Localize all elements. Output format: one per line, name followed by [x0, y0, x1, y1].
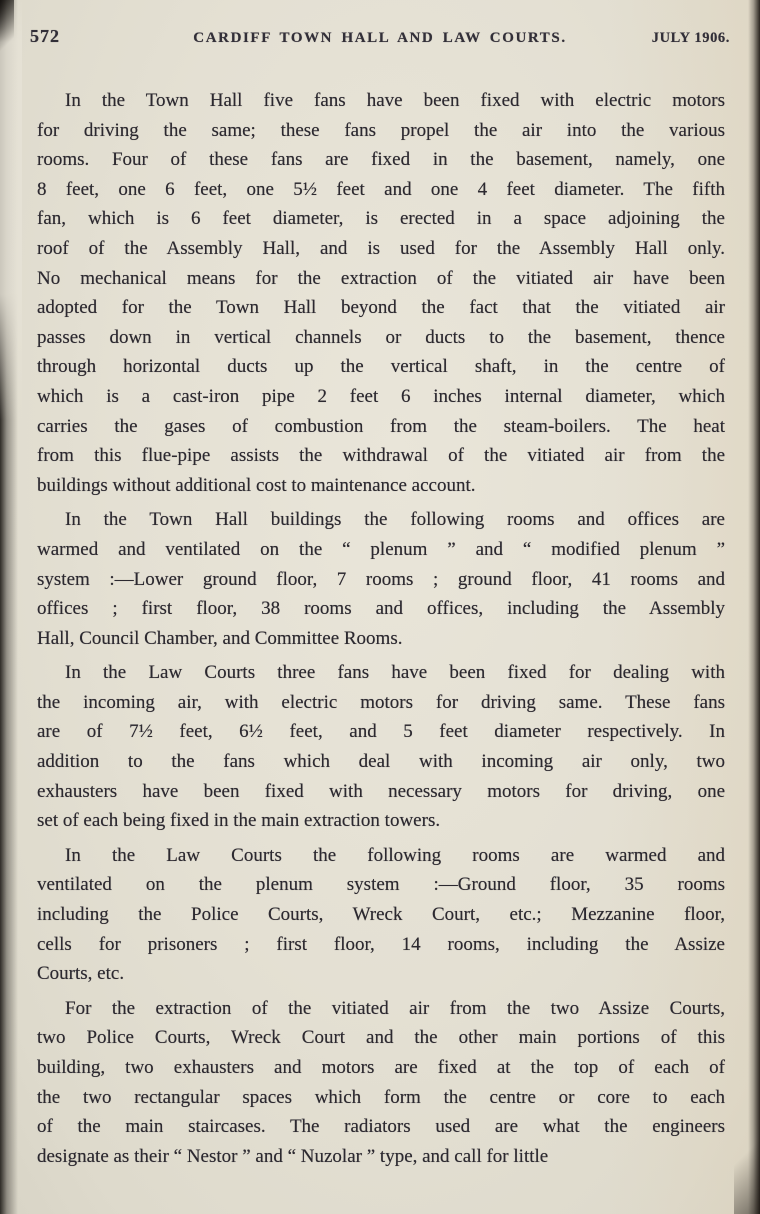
text-line: 8 feet, one 6 feet, one 5½ feet and one 4 feet diameter. The fifth [37, 178, 725, 200]
text-line: In the Law Courts three fans have been fixed for dealing with [65, 662, 725, 684]
running-title: CARDIFF TOWN HALL AND LAW COURTS. [193, 30, 567, 46]
text-line: are of 7½ feet, 6½ feet, and 5 feet diameter respectively. In [37, 721, 725, 743]
paragraph [37, 994, 725, 1172]
text-line: rooms. Four of these fans are fixed in the basement, namely, one [37, 149, 725, 171]
text-line: In the Law Courts the following rooms are warmed and [65, 844, 725, 866]
paragraph [37, 658, 725, 836]
paragraph [37, 841, 725, 989]
text-line: set of each being fixed in the main extraction towers. [37, 810, 441, 832]
text-line: system :—Lower ground floor, 7 rooms ; ground floor, 41 rooms and [37, 568, 725, 590]
text-line: buildings without additional cost to maintenance account. [37, 474, 476, 496]
text-line: building, two exhausters and motors are fixed at the top of each of [37, 1057, 725, 1078]
text-line: Hall, Council Chamber, and Committee Rooms. [37, 627, 403, 649]
text-line: which is a cast-iron pipe 2 feet 6 inches internal diameter, which [37, 385, 725, 407]
paragraph [37, 505, 725, 653]
text-line: through horizontal ducts up the vertical shaft, in the centre of [37, 356, 725, 378]
text-line: designate as their “ Nestor ” and “ Nuzolar ” type, and call for little [37, 1145, 549, 1167]
text-line: addition to the fans which deal with incoming air only, two [37, 751, 725, 773]
text-line: two Police Courts, Wreck Court and the other main portions of this [37, 1027, 725, 1049]
text-line: For the extraction of the vitiated air from the two Assize Courts, [65, 997, 725, 1019]
text-block [37, 86, 725, 1171]
text-line: roof of the Assembly Hall, and is used for the Assembly Hall only. [37, 237, 725, 259]
text-line: for driving the same; these fans propel the air into the various [37, 119, 725, 141]
text-line: No mechanical means for the extraction of the vitiated air have been [37, 267, 725, 289]
text-line: offices ; first floor, 38 rooms and offices, including the Assembly [37, 598, 725, 620]
issue-date: JULY 1906. [651, 30, 730, 46]
page-corner-shadow-top-left [0, 0, 14, 60]
text-line: ventilated on the plenum system :—Ground floor, 35 rooms [37, 874, 725, 896]
text-line: from this flue-pipe assists the withdrawal of the vitiated air from the [37, 445, 725, 467]
text-line: the two rectangular spaces which form the centre or core to each [37, 1086, 725, 1108]
text-line: passes down in vertical channels or ducts to the basement, thence [37, 326, 725, 348]
text-line: cells for prisoners ; first floor, 14 rooms, including the Assize [37, 933, 725, 955]
page-edge-shadow-right [748, 0, 760, 1214]
text-line: carries the gases of combustion from the steam-boilers. The heat [37, 415, 725, 437]
page-header [30, 26, 730, 48]
text-line: Courts, etc. [37, 963, 125, 985]
page-number: 572 [30, 26, 60, 46]
text-line: fan, which is 6 feet diameter, is erected in a space adjoining the [37, 208, 725, 230]
text-line: of the main staircases. The radiators used are what the engineers [37, 1116, 725, 1138]
page-corner-shadow-bottom-right [734, 1124, 760, 1214]
binding-shadow-left-fade [0, 0, 22, 420]
paragraph [37, 86, 725, 500]
text-line: the incoming air, with electric motors for driving same. These fans [37, 691, 725, 713]
text-line: In the Town Hall buildings the following rooms and offices are [65, 509, 725, 531]
text-line: adopted for the Town Hall beyond the fact that the vitiated air [37, 297, 725, 319]
text-line: In the Town Hall five fans have been fixed with electric motors [65, 90, 725, 111]
text-line: warmed and ventilated on the “ plenum ” and “ modified plenum ” [37, 538, 725, 560]
text-line: exhausters have been fixed with necessary motors for driving, one [37, 780, 725, 802]
text-line: including the Police Courts, Wreck Court, etc.; Mezzanine floor, [37, 904, 725, 926]
